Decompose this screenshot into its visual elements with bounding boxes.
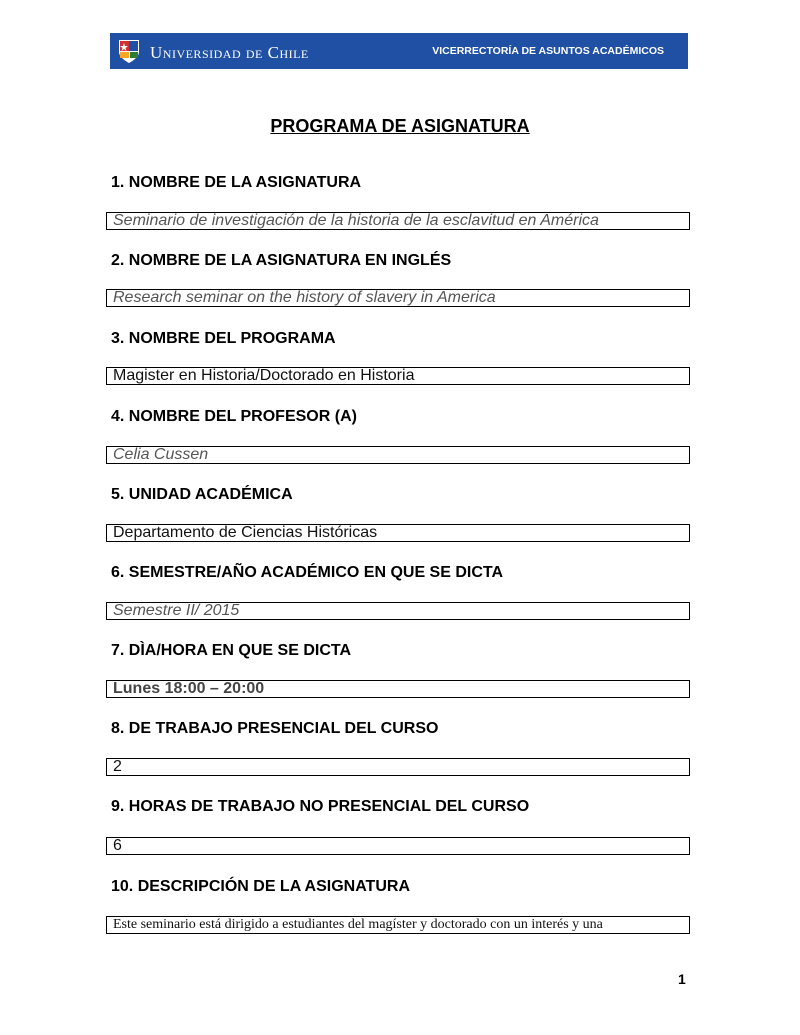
field-box: Lunes 18:00 – 20:00 <box>106 680 690 698</box>
field-box: Semestre II/ 2015 <box>106 602 690 620</box>
section-heading: 6. SEMESTRE/AÑO ACADÉMICO EN QUE SE DICTA <box>111 564 504 581</box>
field-box: 6 <box>106 837 690 855</box>
section-heading: 9. HORAS DE TRABAJO NO PRESENCIAL DEL CURSO <box>111 798 530 815</box>
unit-name: VICERRECTORÍA DE ASUNTOS ACADÉMICOS <box>432 45 664 57</box>
field-box: Departamento de Ciencias Históricas <box>106 524 690 542</box>
field-box: Magister en Historia/Doctorado en Historia <box>106 367 690 385</box>
university-crest-icon <box>116 38 142 64</box>
section-heading: 8. DE TRABAJO PRESENCIAL DEL CURSO <box>111 720 439 737</box>
section-heading: 7. DÌA/HORA EN QUE SE DICTA <box>111 642 352 659</box>
field-box: Research seminar on the history of slavery in America <box>106 289 690 307</box>
section-heading: 10. DESCRIPCIÓN DE LA ASIGNATURA <box>111 878 410 895</box>
header-banner <box>110 33 688 69</box>
field-box: Celia Cussen <box>106 446 690 464</box>
university-name: Universidad de Chile <box>150 43 309 62</box>
section-heading: 5. UNIDAD ACADÉMICA <box>111 486 293 503</box>
page-number: 1 <box>678 971 686 987</box>
field-box: Este seminario está dirigido a estudiantes del magíster y doctorado con un interés y una <box>106 916 690 934</box>
section-heading: 4. NOMBRE DEL PROFESOR (A) <box>111 408 357 425</box>
field-box: Seminario de investigación de la historia de la esclavitud en América <box>106 212 690 230</box>
page-title: PROGRAMA DE ASIGNATURA <box>270 116 530 136</box>
section-heading: 2. NOMBRE DE LA ASIGNATURA EN INGLÉS <box>111 252 452 269</box>
section-heading: 1. NOMBRE DE LA ASIGNATURA <box>111 174 362 191</box>
section-heading: 3. NOMBRE DEL PROGRAMA <box>111 330 336 347</box>
field-box: 2 <box>106 758 690 776</box>
